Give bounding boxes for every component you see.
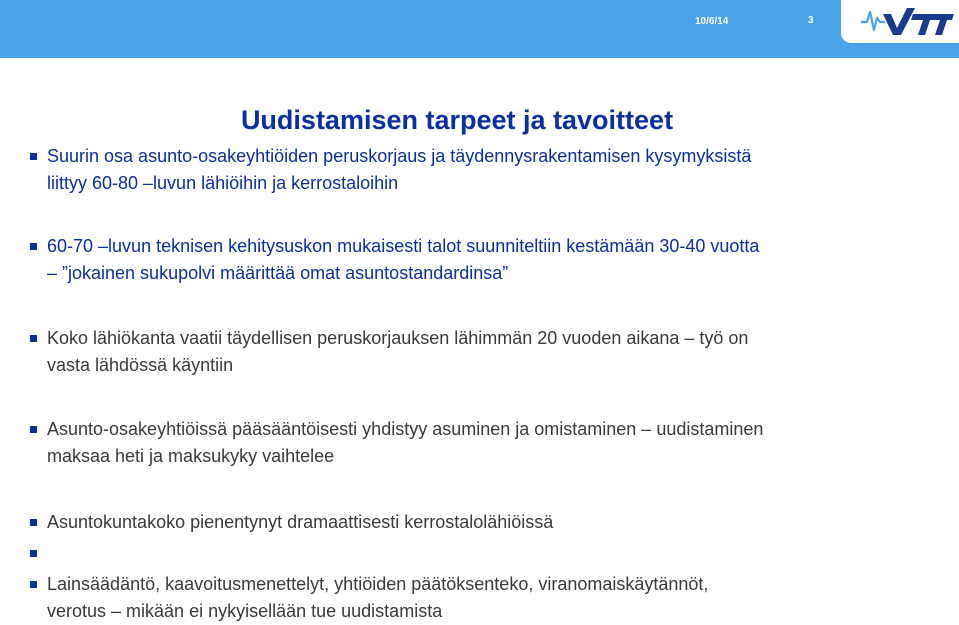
bullet-marker-icon	[30, 335, 37, 342]
bullet-item	[30, 143, 940, 197]
vtt-logo	[841, 0, 959, 43]
bullet-text	[47, 540, 940, 567]
bullet-item-empty	[30, 540, 940, 567]
bullet-marker-icon	[30, 153, 37, 160]
bullet-text: Suurin osa asunto-osakeyhtiöiden peruskorjaus ja täydennysrakentamisen kysymyksistä	[47, 146, 752, 166]
bullet-text: Asuntokuntakoko pienentynyt dramaattisesti kerrostalolähiöissä	[47, 512, 554, 532]
bullet-item	[30, 233, 940, 287]
bullet-marker-icon	[30, 243, 37, 250]
slide-title: Uudistamisen tarpeet ja tavoitteet	[240, 105, 674, 135]
slide-content	[30, 143, 940, 625]
bullet-marker-icon	[30, 519, 37, 526]
bullet-item	[30, 509, 940, 536]
bullet-item	[30, 571, 940, 625]
bullet-marker-icon	[30, 550, 37, 557]
bullet-text: – ”jokainen sukupolvi määrittää omat asuntostandardinsa”	[47, 263, 509, 283]
bullet-item	[30, 325, 940, 379]
bullet-text: vasta lähdössä käyntiin	[47, 355, 234, 375]
header-bar	[0, 0, 959, 58]
bullet-text: Koko lähiökanta vaatii täydellisen peruskorjauksen lähimmän 20 vuoden aikana – työ on	[47, 328, 749, 348]
bullet-text: maksaa heti ja maksukyky vaihtelee	[47, 446, 335, 466]
bullet-text: verotus – mikään ei nykyisellään tue uudistamista	[47, 601, 443, 621]
vtt-logo-icon	[841, 0, 959, 43]
bullet-text: Asunto-osakeyhtiöissä pääsääntöisesti yhdistyy asuminen ja omistaminen – uudistaminen	[47, 419, 764, 439]
bullet-marker-icon	[30, 426, 37, 433]
slide-date: 10/6/14	[695, 16, 729, 27]
slide-page-number: 3	[808, 15, 814, 26]
bullet-marker-icon	[30, 581, 37, 588]
bullet-text: liittyy 60-80 –luvun lähiöihin ja kerrostaloihin	[47, 173, 399, 193]
bullet-text: Lainsäädäntö, kaavoitusmenettelyt, yhtiöiden päätöksenteko, viranomaiskäytännöt,	[47, 574, 709, 594]
bullet-item	[30, 416, 940, 470]
bullet-text: 60-70 –luvun teknisen kehitysuskon mukaisesti talot suunniteltiin kestämään 30-40 vuotta	[47, 236, 760, 256]
